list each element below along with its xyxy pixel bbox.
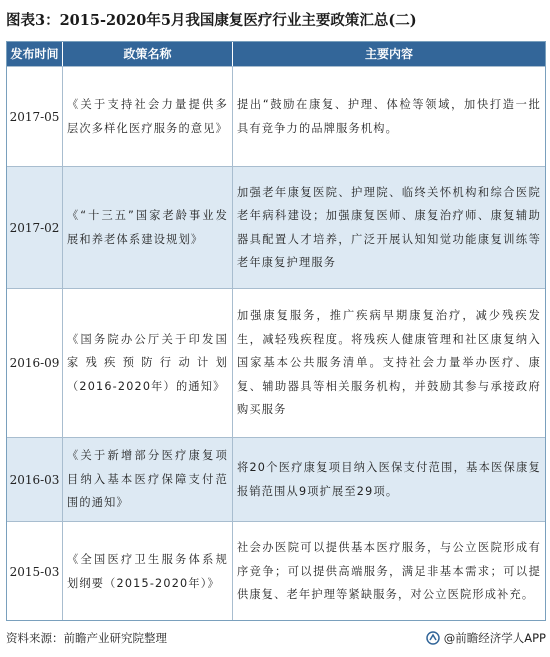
table-header-row	[7, 42, 545, 66]
policy-name-text: 《国务院办公厅关于印发国家残疾预防行动计划（2016-2020年）的通知》	[67, 332, 228, 393]
policy-name-text: 《“十三五”国家老龄事业发展和养老体系建设规划》	[67, 209, 228, 246]
cell-date: 2015-03	[7, 522, 63, 621]
policy-name-text: 《关于新增部分医疗康复项目纳入基本医疗保障支付范围的通知》	[67, 449, 228, 510]
header-date: 发布时间	[7, 42, 63, 66]
brand-text: @前瞻经济学人APP	[443, 631, 546, 645]
cell-date: 2017-02	[7, 167, 63, 288]
table-row	[7, 166, 545, 288]
cell-main-content	[233, 289, 545, 437]
main-content-text: 提出“鼓励在康复、护理、体检等领域，加快打造一批具有竞争力的品牌服务机构。	[237, 98, 541, 135]
cell-policy-name	[63, 167, 233, 288]
cell-main-content	[233, 67, 545, 166]
footer	[6, 626, 546, 650]
header-policy-name: 政策名称	[63, 42, 233, 66]
policy-table	[6, 41, 546, 621]
main-content-text: 加强康复服务，推广疾病早期康复治疗，减少残疾发生，减轻残疾程度。将残疾人健康管理和社区康复纳入国家基本公共服务清单。支持社会力量举办医疗、康复、辅助器具等相关服务机构，并鼓励其参与承接政府购买服务	[237, 309, 541, 417]
cell-policy-name	[63, 522, 233, 621]
cell-main-content	[233, 438, 545, 521]
cell-main-content	[233, 167, 545, 288]
cell-date: 2017-05	[7, 67, 63, 166]
brand-credit	[426, 626, 546, 650]
cell-date: 2016-03	[7, 438, 63, 521]
cell-policy-name	[63, 438, 233, 521]
header-main-content: 主要内容	[364, 47, 413, 61]
policy-name-text: 《关于支持社会力量提供多层次多样化医疗服务的意见》	[67, 98, 229, 135]
source-note: 资料来源：前瞻产业研究院整理	[6, 631, 167, 645]
main-content-text: 将20个医疗康复项目纳入医保支付范围，基本医保康复报销范围从9项扩展至29项。	[237, 461, 541, 498]
qianzhan-logo-icon	[426, 631, 440, 645]
table-row	[7, 66, 545, 166]
page-title: 图表3：2015-2020年5月我国康复医疗行业主要政策汇总(二)	[6, 12, 417, 29]
main-content-text: 加强老年康复医院、护理院、临终关怀机构和综合医院老年病科建设；加强康复医师、康复治疗师、康复辅助器具配置人才培养，广泛开展认知知觉功能康复训练等老年康复护理服务	[237, 185, 541, 269]
cell-policy-name	[63, 289, 233, 437]
cell-date: 2016-09	[7, 289, 63, 437]
policy-name-text: 《全国医疗卫生服务体系规划纲要（2015-2020年）》	[67, 553, 228, 590]
table-row	[7, 521, 545, 621]
cell-policy-name	[63, 67, 233, 166]
table-row	[7, 437, 545, 521]
table-row	[7, 288, 545, 437]
main-content-text: 社会办医院可以提供基本医疗服务，与公立医院形成有序竞争；可以提供高端服务，满足非基本需求；可以提供康复、老年护理等紧缺服务，对公立医院形成补充。	[237, 541, 541, 602]
cell-main-content	[233, 522, 545, 621]
